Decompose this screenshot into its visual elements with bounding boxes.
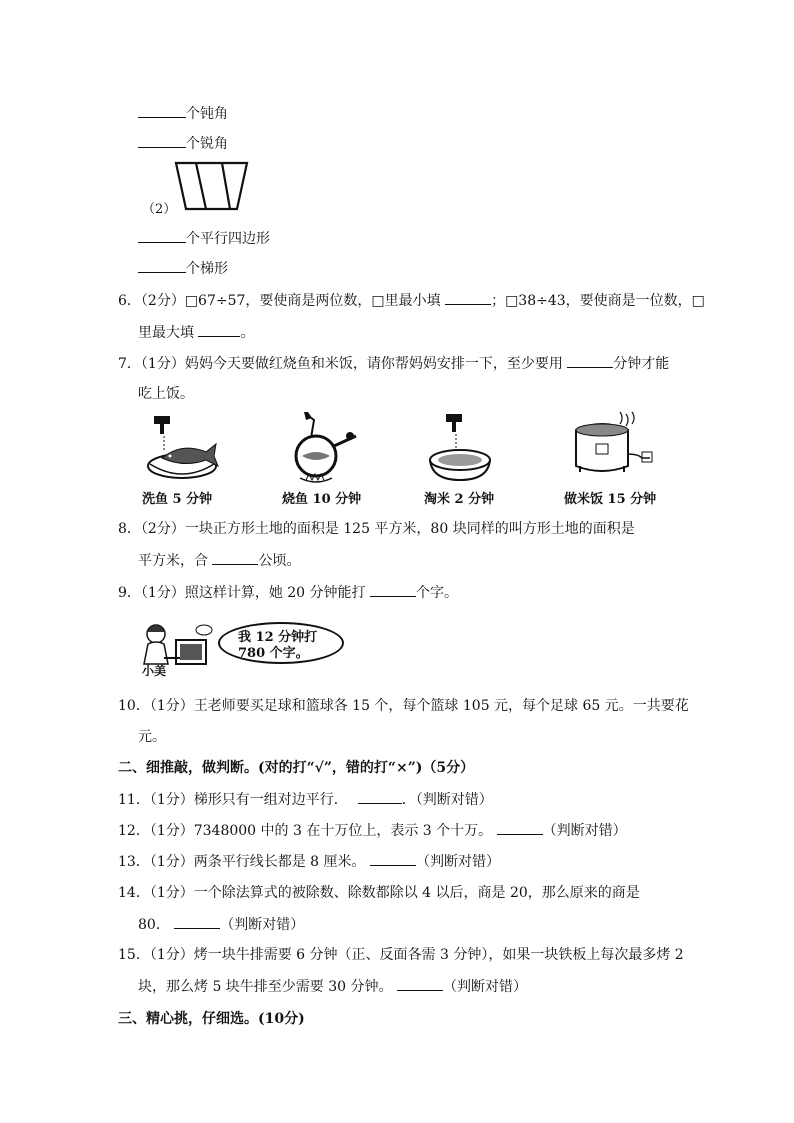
q5-acute-line: 个锐角 — [138, 133, 228, 154]
question-6-line2: 里最大填 。 — [138, 322, 254, 343]
wash-fish-illustration — [140, 412, 224, 484]
cook-fish-illustration — [284, 408, 362, 486]
question-9-line1: 9．（1分）照这样计算，她 20 分钟能打 个字。 — [118, 582, 458, 603]
answer-blank[interactable] — [397, 976, 443, 991]
answer-blank[interactable] — [138, 228, 186, 243]
question-15-line1: 15．（1分）烤一块牛排需要 6 分钟（正、反面各需 3 分钟），如果一块铁板上每次最多烤 2 — [118, 947, 684, 963]
question-8-line2: 平方米，合 公顷。 — [138, 550, 300, 571]
question-8-line1: 8．（2分）一块正方形土地的面积是 125 平方米，80 块同样的叫方形土地的面积是 — [118, 521, 635, 537]
wash-rice-illustration — [424, 410, 498, 484]
rice-cooker-illustration — [566, 410, 658, 484]
caption-cook-rice: 做米饭 15 分钟 — [564, 492, 657, 507]
bubble-text-line2: 780 个字。 — [238, 646, 309, 661]
answer-blank[interactable] — [370, 851, 416, 866]
trapezoid-figure — [172, 160, 250, 212]
answer-blank[interactable] — [212, 550, 258, 565]
section-2-title: 二、细推敲，做判断。(对的打“√”，错的打“×”)（5分） — [118, 760, 475, 776]
question-14-line1: 14．（1分）一个除法算式的被除数、除数都除以 4 以后，商是 20，那么原来的商是 — [118, 885, 640, 901]
bubble-text-line1: 我 12 分钟打 — [238, 630, 318, 645]
question-11: 11．（1分）梯形只有一组对边平行． ．（判断对错） — [118, 789, 493, 810]
girl-name-label: 小美 — [142, 664, 167, 678]
question-10-line2: 元。 — [138, 729, 166, 745]
answer-blank[interactable] — [198, 322, 240, 337]
answer-blank[interactable] — [497, 820, 543, 835]
answer-blank[interactable] — [358, 789, 402, 804]
question-7-line1: 7．（1分）妈妈今天要做红烧鱼和米饭，请你帮妈妈安排一下，至少要用 分钟才能 — [118, 353, 669, 374]
question-14-line2: 80． （判断对错） — [138, 914, 304, 935]
section-3-title: 三、精心挑，仔细选。(10分) — [118, 1011, 305, 1027]
answer-blank[interactable] — [138, 133, 186, 148]
question-13: 13．（1分）两条平行线长都是 8 厘米。 （判断对错） — [118, 851, 500, 872]
answer-blank[interactable] — [174, 914, 220, 929]
question-6-line1: 6．（2分）□67÷57，要使商是两位数，□里最小填 ；□38÷43，要使商是一位数，□ — [118, 290, 705, 311]
question-15-line2: 块，那么烤 5 块牛排至少需要 30 分钟。 （判断对错） — [138, 976, 527, 997]
answer-blank[interactable] — [138, 258, 186, 273]
caption-wash-rice: 淘米 2 分钟 — [424, 492, 495, 507]
answer-blank[interactable] — [138, 103, 186, 118]
caption-wash-fish: 洗鱼 5 分钟 — [142, 492, 213, 507]
question-10-line1: 10．（1分）王老师要买足球和篮球各 15 个，每个篮球 105 元，每个足球 65 元。一共要花 — [118, 698, 689, 714]
caption-cook-fish: 烧鱼 10 分钟 — [282, 492, 362, 507]
answer-blank[interactable] — [445, 290, 491, 305]
q5-parallelogram-line: 个平行四边形 — [138, 228, 270, 249]
figure-label: （2） — [142, 202, 177, 217]
answer-blank[interactable] — [567, 353, 613, 368]
q5-trapezoid-line: 个梯形 — [138, 258, 228, 279]
answer-blank[interactable] — [370, 582, 416, 597]
speech-bubble — [218, 622, 344, 664]
question-12: 12．（1分）7348000 中的 3 在十万位上，表示 3 个十万。 （判断对错） — [118, 820, 627, 841]
question-7-line2: 吃上饭。 — [138, 386, 194, 402]
q5-obtuse-line: 个钝角 — [138, 103, 228, 124]
